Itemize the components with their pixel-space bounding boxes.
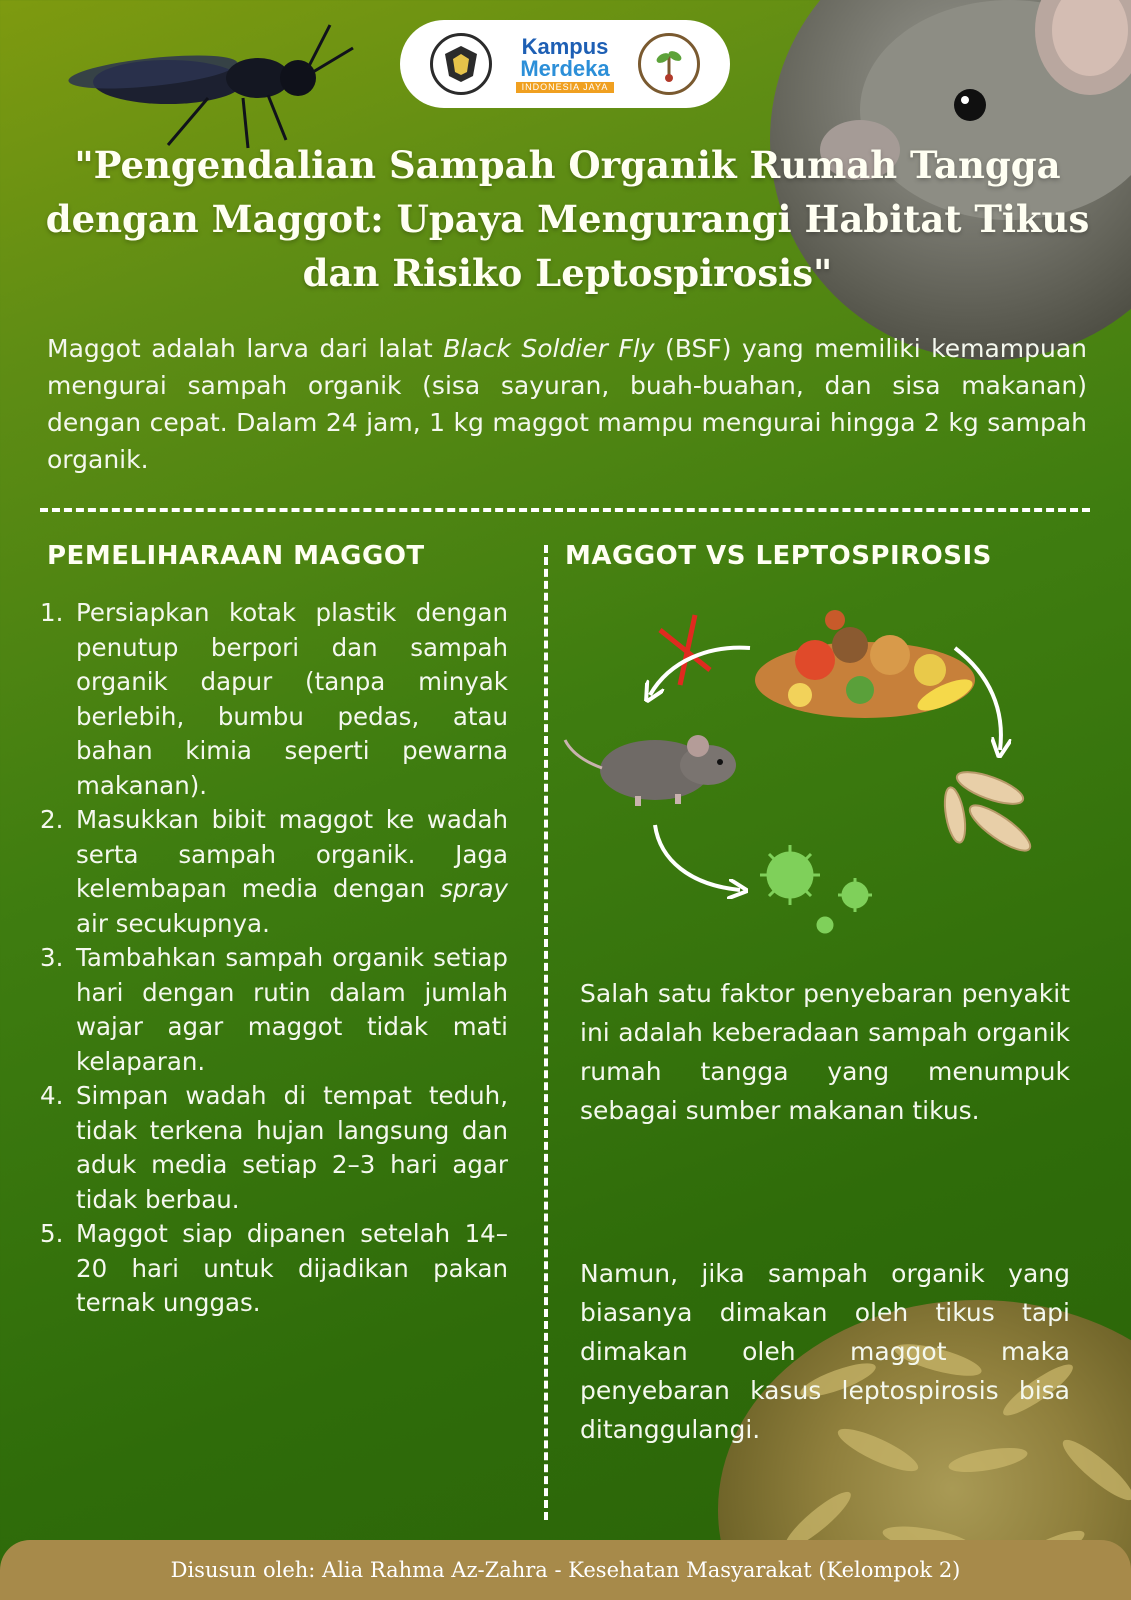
page-title: "Pengendalian Sampah Organik Rumah Tangga dengan Maggot: Upaya Mengurangi Habitat Tikus dan Risiko Leptospirosis" xyxy=(45,143,1090,295)
step-number: 3. xyxy=(40,943,64,972)
right-column-heading: MAGGOT VS LEPTOSPIROSIS xyxy=(565,541,992,571)
step-number: 1. xyxy=(40,598,64,627)
step-text: Simpan wadah di tempat teduh, tidak terkena hujan langsung dan aduk media setiap 2–3 hari agar tidak berbau. xyxy=(76,1081,508,1214)
step-text-italic: spray xyxy=(440,874,508,903)
step-number: 5. xyxy=(40,1219,64,1248)
arrow-icon xyxy=(655,825,740,890)
kkn-seal-icon xyxy=(638,33,700,95)
step-text: Maggot siap dipanen setelah 14–20 hari untuk dijadikan pakan ternak unggas. xyxy=(76,1219,508,1317)
step-number: 4. xyxy=(40,1081,64,1110)
kampus-logo-line1: Kampus xyxy=(521,33,609,59)
step-text: Persiapkan kotak plastik dengan penutup berpori dan sampah organik dapur (tanpa minyak berlebih, bumbu pedas, atau bahan kimia seperti pewarna makanan). xyxy=(76,598,508,800)
kampus-logo-line2: Merdeka xyxy=(520,55,610,81)
step-text-b: air secukupnya. xyxy=(76,908,270,938)
food-waste-icon xyxy=(755,610,976,718)
horizontal-divider xyxy=(40,508,1090,512)
list-item xyxy=(40,941,508,1079)
step-number: 2. xyxy=(40,805,64,834)
intro-part1: Maggot adalah larva dari lalat xyxy=(47,334,444,363)
intro-paragraph xyxy=(47,330,1087,478)
cycle-diagram xyxy=(560,600,1080,960)
left-column-heading: PEMELIHARAAN MAGGOT xyxy=(47,541,425,571)
step-text: Tambahkan sampah organik setiap hari dengan rutin dalam jumlah wajar agar maggot tidak mati kelaparan. xyxy=(76,943,508,1076)
list-item xyxy=(40,803,508,941)
maintenance-steps xyxy=(40,596,508,1321)
fly-icon xyxy=(58,20,358,150)
right-paragraph-1: Salah satu faktor penyebaran penyakit ini adalah keberadaan sampah organik rumah tangga yang menumpuk sebagai sumber makanan tikus. xyxy=(580,979,1070,1125)
intro-part2: (BSF) yang memiliki kemampuan mengurai sampah organik (sisa sayuran, buah-buahan, dan sisa makanan) dengan cepat. Dalam 24 jam, 1 kg maggot mampu mengurai hingga 2 kg sampah organik. xyxy=(47,334,1087,474)
list-item xyxy=(40,596,508,803)
maggot-larvae-icon xyxy=(941,766,1036,858)
arrow-icon xyxy=(650,648,750,695)
kampus-logo-tag: INDONESIA JAYA xyxy=(516,82,615,93)
university-seal-icon xyxy=(430,33,492,95)
mouse-icon xyxy=(565,735,736,806)
virus-icon xyxy=(760,845,872,932)
right-paragraph-2: Namun, jika sampah organik yang biasanya dimakan oleh tikus tapi dimakan oleh maggot maka penyebaran kasus leptospirosis bisa ditanggulangi. xyxy=(580,1259,1070,1444)
intro-italic: Black Soldier Fly xyxy=(443,334,655,363)
vertical-divider xyxy=(544,545,548,1520)
footer-credit: Disusun oleh: Alia Rahma Az-Zahra - Kesehatan Masyarakat (Kelompok 2) xyxy=(0,1540,1131,1600)
kampus-merdeka-logo xyxy=(516,33,615,93)
list-item xyxy=(40,1079,508,1217)
logo-bar xyxy=(400,20,730,108)
step-text-a: Masukkan bibit maggot ke wadah serta sampah organik. Jaga kelembapan media dengan xyxy=(76,805,508,903)
list-item xyxy=(40,1217,508,1321)
step-text xyxy=(76,803,508,941)
